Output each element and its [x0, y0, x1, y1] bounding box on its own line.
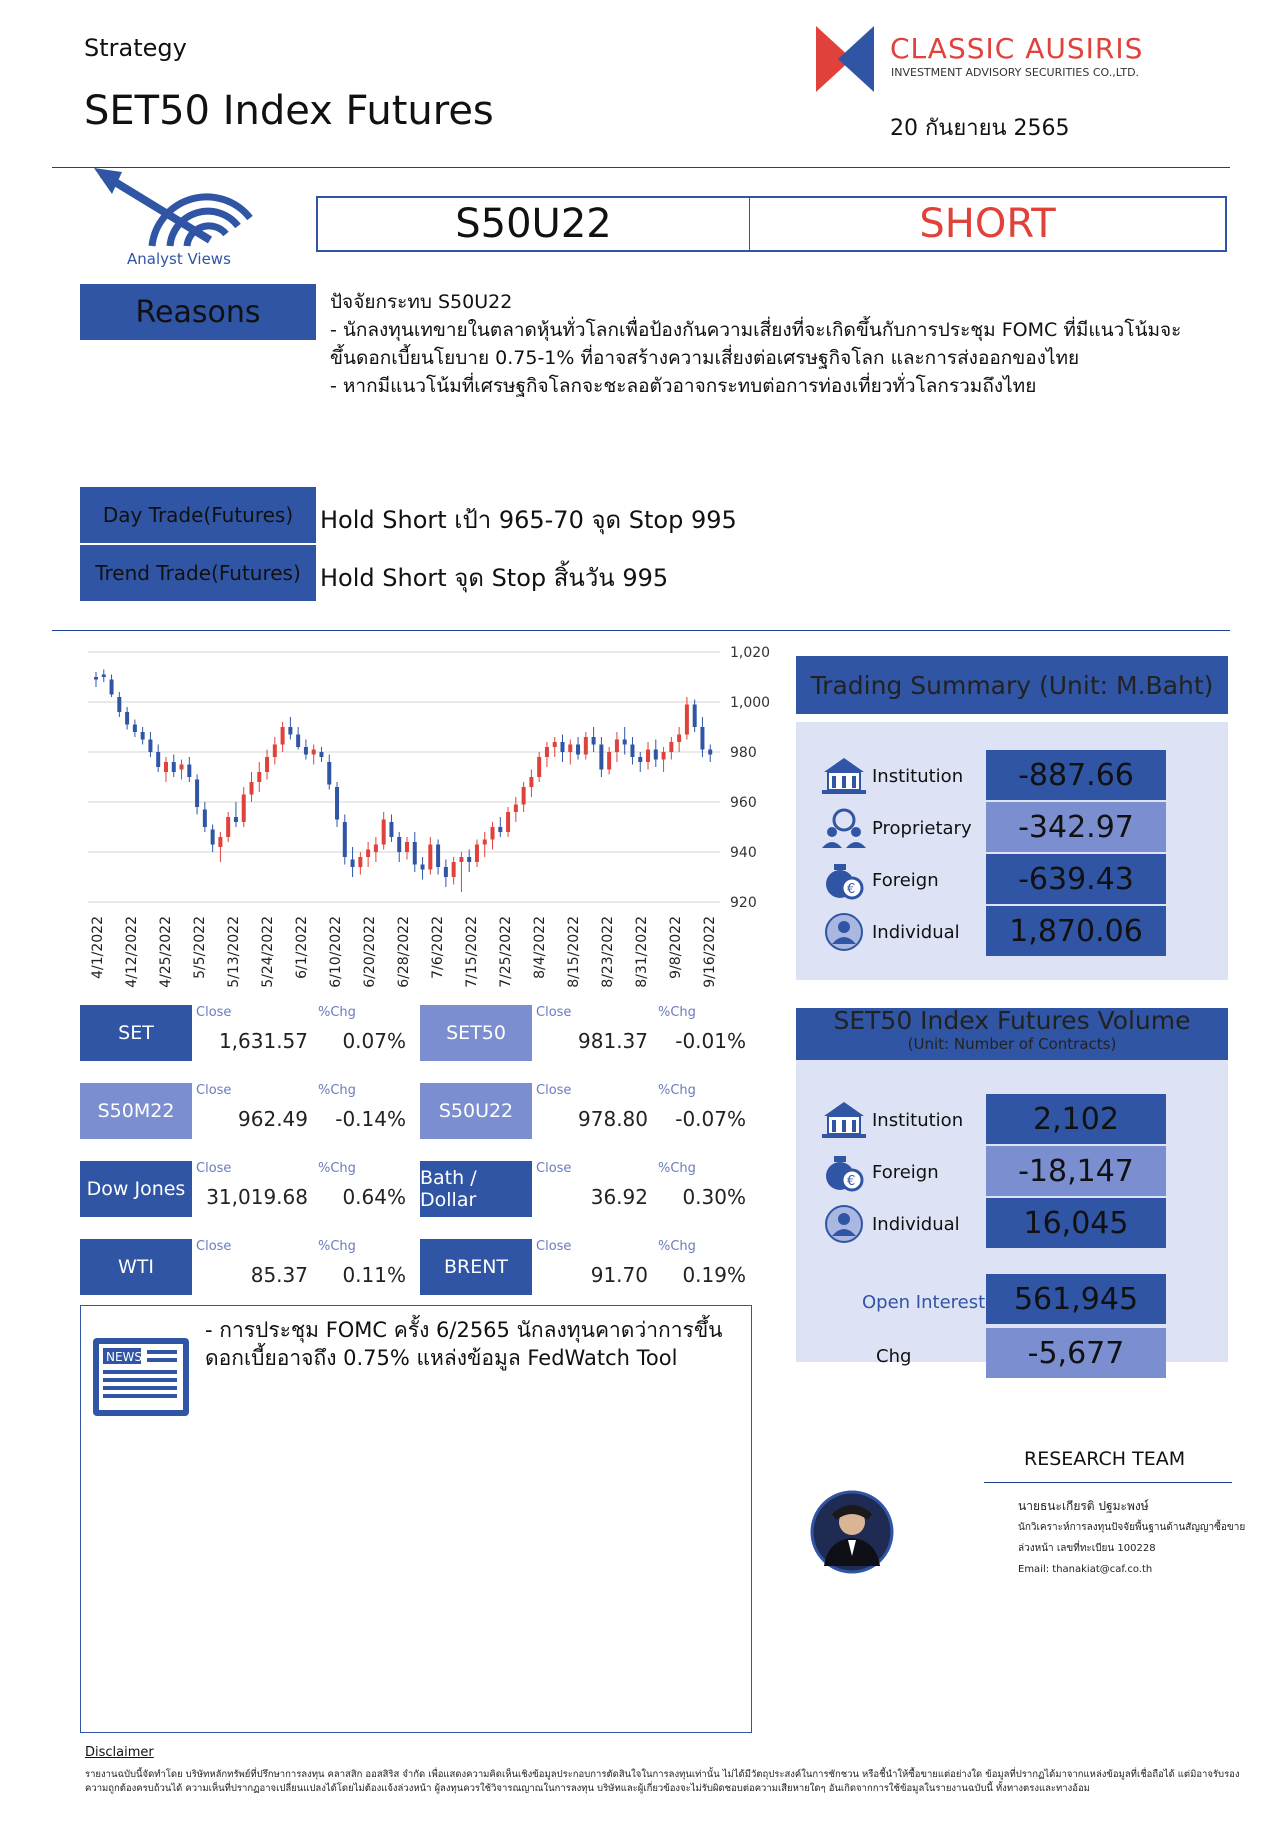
institution-icon: [820, 756, 868, 800]
candle-body: [242, 795, 246, 823]
candle-body: [180, 765, 184, 770]
quote-chg-label: %Chg: [318, 1239, 356, 1254]
candle-body: [211, 830, 215, 845]
trend-trade-text: Hold Short จุด Stop สิ้นวัน 995: [320, 564, 669, 592]
reasons-text: [330, 288, 1260, 400]
trading-summary-label: Institution: [872, 766, 964, 787]
day-trade-label: Day Trade(Futures): [80, 487, 316, 543]
institution-icon: [820, 1100, 868, 1144]
quote-chg-value: -0.01%: [675, 1029, 746, 1053]
quote-s50u22: [420, 1083, 750, 1141]
x-tick-label: 8/23/2022: [600, 916, 616, 988]
x-tick-label: 5/5/2022: [192, 916, 208, 979]
foreign-icon: [820, 1152, 868, 1196]
candle-body: [646, 750, 650, 763]
quote-close-value: 91.70: [590, 1263, 648, 1287]
candle-body: [444, 867, 448, 877]
reasons-line-1: - นักลงทุนเทขายในตลาดหุ้นทั่วโลกเพื่อป้องกันความเสี่ยงที่จะเกิดขึ้นกับการประชุม FOMC ที่มีแนวโน้มจะ: [330, 319, 1182, 341]
quote-close-label: Close: [196, 1083, 232, 1098]
candle-body: [226, 817, 230, 837]
svg-text:€: €: [847, 1174, 856, 1189]
candle-body: [638, 757, 642, 762]
analyst-role: นักวิเคราะห์การลงทุนปัจจัยพื้นฐานด้านสัญญาซื้อขาย: [1018, 1522, 1246, 1533]
candle-body: [623, 740, 627, 745]
candle-body: [265, 757, 269, 772]
quote-chg-value: 0.11%: [342, 1263, 406, 1287]
individual-icon: [820, 912, 868, 956]
candle-body: [514, 805, 518, 813]
candle-body: [382, 820, 386, 845]
candle-body: [172, 762, 176, 772]
open-interest-chg-label: Chg: [876, 1346, 912, 1367]
candle-body: [708, 750, 712, 755]
quote-set50: [420, 1005, 750, 1063]
candle-body: [288, 727, 292, 735]
futures-volume-subtitle: (Unit: Number of Contracts): [907, 1035, 1117, 1053]
reasons-line-2: ขึ้นดอกเบี้ยนโยบาย 0.75-1% ที่อาจสร้างความเสี่ยงต่อเศรษฐกิจโลก และการส่งออกของไทย: [330, 347, 1080, 369]
foreign-icon: [820, 860, 868, 904]
quote-name: BRENT: [420, 1239, 532, 1295]
quote-name: SET50: [420, 1005, 532, 1061]
open-interest-label: Open Interest: [862, 1292, 986, 1313]
proprietary-icon: [820, 808, 868, 852]
candle-body: [117, 697, 121, 712]
candle-body: [545, 747, 549, 757]
candle-body: [685, 705, 689, 735]
y-tick-label: 1,000: [730, 695, 771, 711]
news-box: [80, 1305, 752, 1733]
quote-chg-label: %Chg: [318, 1161, 356, 1176]
quote-set: [80, 1005, 410, 1063]
futures-volume-title: SET50 Index Futures Volume: [833, 1006, 1191, 1035]
quote-close-value: 36.92: [590, 1185, 648, 1209]
quote-dow-jones: [80, 1161, 410, 1219]
candle-body: [195, 780, 199, 808]
quote-close-value: 981.37: [578, 1029, 648, 1053]
quote-close-label: Close: [196, 1239, 232, 1254]
candle-body: [405, 842, 409, 852]
disclaimer-title: Disclaimer: [85, 1745, 154, 1760]
x-tick-label: 6/28/2022: [396, 916, 412, 988]
quote-chg-value: 0.30%: [682, 1185, 746, 1209]
quote-bath-dollar: [420, 1161, 750, 1219]
quote-close-value: 962.49: [238, 1107, 308, 1131]
brand-subtitle: INVESTMENT ADVISORY SECURITIES CO.,LTD.: [891, 66, 1140, 79]
trading-summary-value: 1,870.06: [986, 906, 1166, 956]
candle-body: [366, 850, 370, 858]
candle-body: [234, 817, 238, 822]
candle-body: [599, 745, 603, 770]
x-tick-label: 8/31/2022: [634, 916, 650, 988]
x-tick-label: 4/1/2022: [90, 916, 106, 979]
trading-summary-label: Proprietary: [872, 818, 972, 839]
candle-body: [568, 745, 572, 753]
quote-s50m22: [80, 1083, 410, 1141]
brand-logo-icon: [812, 22, 878, 96]
candle-body: [630, 745, 634, 758]
candle-body: [125, 712, 129, 725]
futures-volume-panel: [796, 1060, 1228, 1371]
candle-body: [218, 837, 222, 847]
x-tick-label: 9/16/2022: [702, 916, 718, 988]
analyst-views-caption: Analyst Views: [127, 250, 231, 268]
trading-summary-value: -639.43: [986, 854, 1166, 904]
quote-close-label: Close: [196, 1005, 232, 1020]
x-tick-label: 7/15/2022: [464, 916, 480, 988]
news-text: [205, 1316, 745, 1372]
candle-body: [304, 747, 308, 755]
analyst-email: Email: thanakiat@caf.co.th: [1018, 1564, 1153, 1575]
disclaimer-text: รายงานฉบับนี้จัดทำโดย บริษัทหลักทรัพย์ที่ปรึกษาการลงทุน คลาสสิก ออสสิริส จำกัด เพื่อแสดงความคิดเห็นเชิงข้อมูลประกอบการตัดสินใจในการลงทุนเท่านั้น ไม่ได้มีวัตถุประสงค์ในการชักชวน หรือชี้นำให้ซื้อขายแต่อย่างใด ข้อมูลที่ปรากฏได้มาจากแหล่งข้อมูลที่เชื่อถือได้ แต่มิอาจรับรองความถูกต้องครบถ้วนได้ ความเห็นที่ปรากฏอาจเปลี่ยนแปลงได้โดยไม่ต้องแจ้งล่วงหน้า ผู้ลงทุนควรใช้วิจารณญาณในการลงทุน บริษัทและผู้เกี่ยวข้องจะไม่รับผิดชอบต่อความเสียหายใดๆ อันเกิดจากการใช้ข้อมูลในรายงานฉบับนี้ ทั้งทางตรงและทางอ้อม: [85, 1769, 1240, 1794]
candle-body: [459, 857, 463, 862]
candle-body: [436, 845, 440, 868]
candle-body: [607, 752, 611, 770]
quote-close-value: 1,631.57: [218, 1029, 308, 1053]
quote-close-label: Close: [536, 1083, 572, 1098]
candle-body: [141, 732, 145, 740]
analyst-name: นายธนะเกียรติ ปฐมะพงษ์: [1018, 1499, 1149, 1513]
y-tick-label: 920: [730, 895, 757, 911]
trading-summary-value: -887.66: [986, 750, 1166, 800]
candle-body: [428, 845, 432, 870]
candle-body: [156, 752, 160, 767]
candle-body: [584, 737, 588, 755]
reasons-label: Reasons: [80, 284, 316, 340]
candle-body: [452, 862, 456, 877]
candle-body: [615, 740, 619, 753]
quote-chg-value: 0.64%: [342, 1185, 406, 1209]
candle-body: [351, 860, 355, 868]
candle-body: [335, 787, 339, 820]
x-tick-label: 6/10/2022: [328, 916, 344, 988]
reasons-heading: ปัจจัยกระทบ S50U22: [330, 291, 513, 313]
analyst-avatar: [810, 1490, 894, 1574]
candle-body: [94, 677, 98, 680]
candle-body: [483, 840, 487, 845]
quote-chg-value: -0.14%: [335, 1107, 406, 1131]
quote-chg-value: -0.07%: [675, 1107, 746, 1131]
candle-body: [343, 822, 347, 857]
candle-body: [281, 727, 285, 745]
analyst-license: ล่วงหน้า เลขที่ทะเบียน 100228: [1018, 1543, 1156, 1554]
futures-volume-label: Individual: [872, 1214, 960, 1235]
candle-body: [273, 745, 277, 758]
candle-body: [553, 742, 557, 747]
futures-volume-value: 16,045: [986, 1198, 1166, 1248]
quote-chg-label: %Chg: [658, 1239, 696, 1254]
quote-chg-label: %Chg: [318, 1083, 356, 1098]
news-line-1: - การประชุม FOMC ครั้ง 6/2565 นักลงทุนคาดว่าการขึ้น: [205, 1318, 723, 1342]
research-team-title: RESEARCH TEAM: [1024, 1448, 1186, 1470]
quote-chg-value: 0.19%: [682, 1263, 746, 1287]
candle-body: [669, 742, 673, 752]
futures-volume-label: Institution: [872, 1110, 964, 1131]
candle-body: [522, 787, 526, 805]
candle-body: [203, 810, 207, 828]
newspaper-icon: [91, 1336, 191, 1418]
candle-body: [413, 842, 417, 865]
individual-icon: [820, 1204, 868, 1248]
x-tick-label: 6/1/2022: [294, 916, 310, 979]
quote-close-label: Close: [536, 1239, 572, 1254]
quote-close-value: 978.80: [578, 1107, 648, 1131]
set50-candlestick-chart: [80, 640, 780, 1000]
x-tick-label: 4/25/2022: [158, 916, 174, 988]
candle-body: [133, 725, 137, 733]
x-tick-label: 5/13/2022: [226, 916, 242, 988]
market-quotes: [80, 1005, 750, 1295]
trading-summary-label: Individual: [872, 922, 960, 943]
svg-text:€: €: [847, 882, 856, 897]
candle-body: [319, 752, 323, 757]
quote-name: SET: [80, 1005, 192, 1061]
x-tick-label: 4/12/2022: [124, 916, 140, 988]
quote-name: S50U22: [420, 1083, 532, 1139]
news-line-2: ดอกเบี้ยอาจถึง 0.75% แหล่งข้อมูล FedWatch Tool: [205, 1346, 678, 1370]
trading-summary-title: Trading Summary (Unit: M.Baht): [796, 656, 1228, 714]
candle-body: [374, 845, 378, 853]
quote-wti: [80, 1239, 410, 1297]
candle-body: [529, 777, 533, 787]
quote-close-label: Close: [536, 1005, 572, 1020]
x-tick-label: 6/20/2022: [362, 916, 378, 988]
futures-volume-header: [796, 1008, 1228, 1060]
candle-body: [475, 845, 479, 863]
candle-body: [491, 827, 495, 840]
candle-body: [327, 762, 331, 785]
candle-body: [576, 745, 580, 755]
trading-summary-value: -342.97: [986, 802, 1166, 852]
candle-body: [358, 857, 362, 867]
candle-body: [537, 757, 541, 777]
quote-chg-label: %Chg: [658, 1005, 696, 1020]
futures-volume-value: -18,147: [986, 1146, 1166, 1196]
x-tick-label: 7/6/2022: [430, 916, 446, 979]
candle-body: [148, 740, 152, 753]
report-category: Strategy: [84, 34, 187, 62]
candle-body: [187, 765, 191, 778]
quote-brent: [420, 1239, 750, 1297]
candle-body: [102, 675, 106, 678]
futures-volume-value: 2,102: [986, 1094, 1166, 1144]
open-interest-value: 561,945: [986, 1274, 1166, 1324]
call-box: [316, 196, 1227, 252]
candle-body: [257, 772, 261, 782]
quote-chg-label: %Chg: [658, 1161, 696, 1176]
candle-body: [506, 812, 510, 832]
news-icon-label: NEWS: [106, 1350, 143, 1364]
quote-chg-value: 0.07%: [342, 1029, 406, 1053]
call-position: SHORT: [919, 201, 1056, 247]
candle-body: [110, 680, 114, 695]
day-trade-text: Hold Short เป้า 965-70 จุด Stop 995: [320, 506, 737, 534]
candle-body: [421, 865, 425, 870]
candle-body: [592, 737, 596, 745]
x-tick-label: 9/8/2022: [668, 916, 684, 979]
brand-name: CLASSIC AUSIRIS: [890, 32, 1144, 65]
candle-body: [693, 705, 697, 728]
quote-name: S50M22: [80, 1083, 192, 1139]
x-tick-label: 5/24/2022: [260, 916, 276, 988]
candle-body: [389, 822, 393, 837]
candle-body: [467, 857, 471, 862]
trading-summary-panel: [796, 722, 1228, 980]
quote-close-label: Close: [196, 1161, 232, 1176]
quote-chg-label: %Chg: [318, 1005, 356, 1020]
candle-body: [561, 742, 565, 752]
y-tick-label: 1,020: [730, 645, 771, 661]
quote-close-value: 85.37: [250, 1263, 308, 1287]
candle-body: [250, 782, 254, 795]
quote-name: Bath / Dollar: [420, 1161, 532, 1217]
y-tick-label: 940: [730, 845, 757, 861]
quote-name: Dow Jones: [80, 1161, 192, 1217]
report-title: SET50 Index Futures: [84, 88, 494, 134]
candle-body: [312, 750, 316, 755]
candle-body: [662, 752, 666, 760]
candle-body: [700, 727, 704, 750]
reasons-line-3: - หากมีแนวโน้มที่เศรษฐกิจโลกจะชะลอตัวอาจกระทบต่อการท่องเที่ยวทั่วโลกรวมถึงไทย: [330, 375, 1037, 397]
quote-chg-label: %Chg: [658, 1083, 696, 1098]
candle-body: [397, 837, 401, 852]
quote-name: WTI: [80, 1239, 192, 1295]
research-details: [1018, 1496, 1245, 1580]
trend-trade-label: Trend Trade(Futures): [80, 545, 316, 601]
analyst-views-icon: [92, 168, 262, 258]
x-tick-label: 8/4/2022: [532, 916, 548, 979]
x-tick-label: 7/25/2022: [498, 916, 514, 988]
y-tick-label: 960: [730, 795, 757, 811]
open-interest-chg-value: -5,677: [986, 1328, 1166, 1378]
y-tick-label: 980: [730, 745, 757, 761]
futures-volume-label: Foreign: [872, 1162, 939, 1183]
quote-close-value: 31,019.68: [206, 1185, 308, 1209]
candle-body: [164, 762, 168, 772]
candle-body: [498, 827, 502, 832]
candle-body: [296, 735, 300, 748]
report-date: 20 กันยายน 2565: [890, 116, 1070, 141]
candle-body: [654, 750, 658, 760]
call-symbol: S50U22: [318, 198, 750, 250]
quote-close-label: Close: [536, 1161, 572, 1176]
trading-summary-label: Foreign: [872, 870, 939, 891]
x-tick-label: 8/15/2022: [566, 916, 582, 988]
candle-body: [677, 735, 681, 743]
